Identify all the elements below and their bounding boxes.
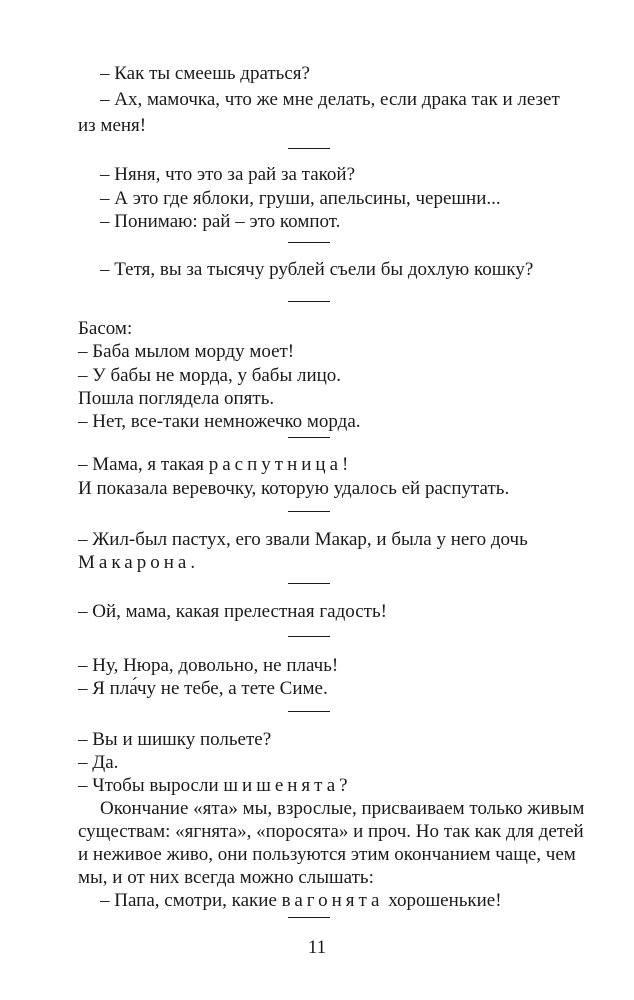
text-line: И показала веревочку, которую удалось ей распутать.	[78, 478, 510, 499]
section-separator	[288, 301, 330, 302]
text-line: существам: «ягнята», «поросята» и проч. Но так как для детей	[78, 821, 584, 842]
text-line: – Жил-был пастух, его звали Макар, и была у него дочь	[78, 529, 528, 550]
section-separator	[288, 148, 330, 149]
text-line: мы, и от них всегда можно слышать:	[78, 867, 374, 888]
text-line: – У бабы не морда, у бабы лицо.	[78, 365, 342, 386]
text-line: – Вы и шишку польете?	[78, 729, 272, 750]
text-line: – Как ты смеешь драться?	[100, 63, 310, 84]
section-separator	[288, 242, 330, 243]
section-separator	[288, 583, 330, 584]
text-line: – Тетя, вы за тысячу рублей съели бы дохлую кошку?	[100, 259, 534, 280]
text-line: – Ой, мама, какая прелестная гадость!	[78, 601, 387, 622]
section-separator	[288, 511, 330, 512]
text-line: – Ну, Нюра, довольно, не плачь!	[78, 655, 339, 676]
text-line: Макарона.	[78, 552, 196, 573]
text-line: – Чтобы выросли шишенята?	[78, 775, 348, 796]
section-separator	[288, 711, 330, 712]
text-line: – Нет, все-таки немножечко морда.	[78, 411, 361, 432]
text-line: – Я пла́чу не тебе, а тете Симе.	[78, 678, 328, 699]
text-line: Басом:	[78, 318, 133, 339]
text-line: – А это где яблоки, груши, апельсины, черешни...	[100, 188, 501, 209]
text-line: и неживое живо, они пользуются этим окончанием чаще, чем	[78, 844, 576, 865]
section-separator	[288, 437, 330, 438]
text-line: – Ах, мамочка, что же мне делать, если драка так и лезет	[100, 89, 560, 110]
text-line: Пошла поглядела опять.	[78, 388, 275, 409]
text-line: – Папа, смотри, какие вагонята хорошенькие!	[100, 890, 502, 911]
text-line: – Да.	[78, 752, 119, 773]
section-separator	[288, 917, 330, 918]
text-line: – Мама, я такая распутница!	[78, 454, 349, 475]
section-separator	[288, 636, 330, 637]
text-line: из меня!	[78, 115, 147, 136]
text-line: Окончание «ята» мы, взрослые, присваиваем только живым	[100, 798, 585, 819]
text-line: – Понимаю: рай – это компот.	[100, 211, 341, 232]
page-number: 11	[307, 937, 327, 958]
text-line: – Няня, что это за рай за такой?	[100, 164, 355, 185]
text-line: – Баба мылом морду моет!	[78, 341, 295, 362]
